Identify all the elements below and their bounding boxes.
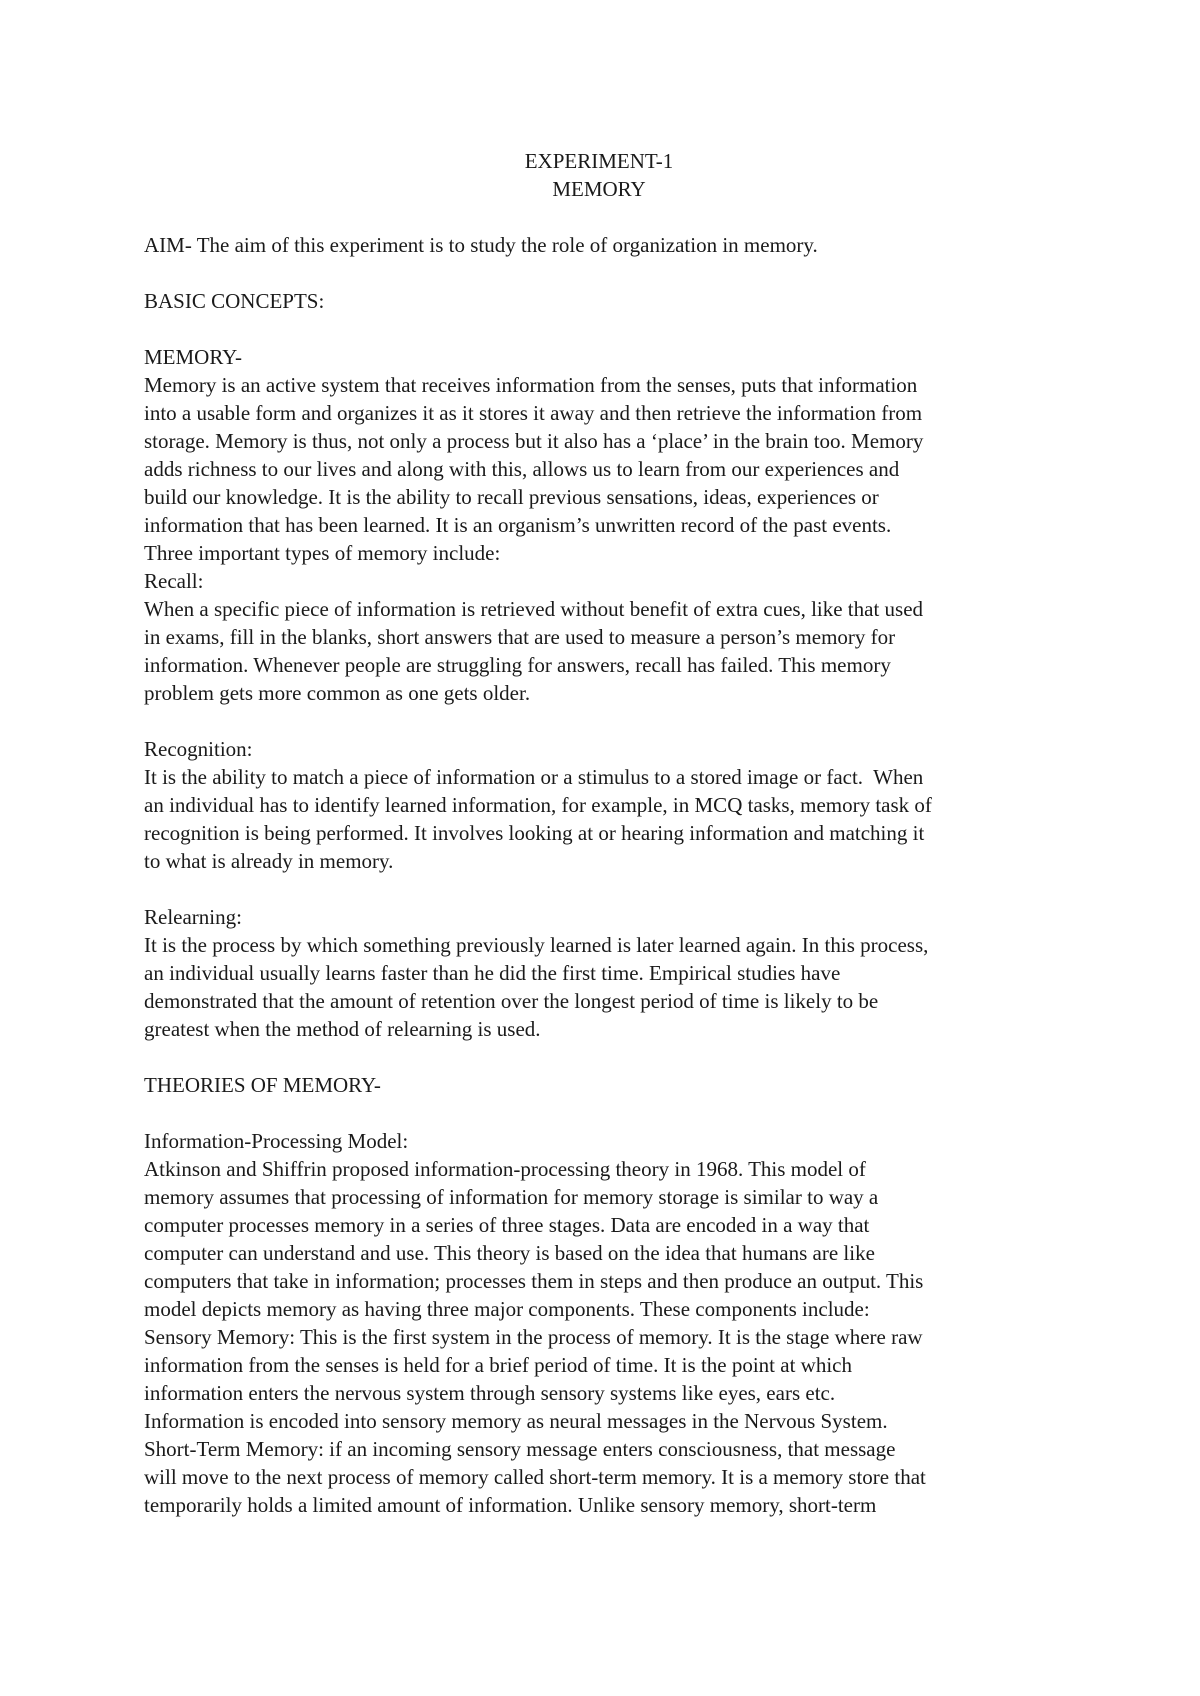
text-line: Three important types of memory include: (144, 541, 501, 565)
text-line: information. Whenever people are struggling for answers, recall has failed. This memory (144, 653, 891, 677)
text-line: in exams, fill in the blanks, short answers that are used to measure a person’s memory for (144, 625, 896, 649)
text-line: Short-Term Memory: if an incoming sensory message enters consciousness, that message (144, 1437, 896, 1461)
memory-paragraph (144, 371, 1074, 707)
text-line: It is the ability to match a piece of information or a stimulus to a stored image or fact. When (144, 765, 924, 789)
title-block (144, 147, 1054, 203)
text-line: demonstrated that the amount of retention over the longest period of time is likely to be (144, 989, 879, 1013)
text-line: to what is already in memory. (144, 849, 394, 873)
text-line: storage. Memory is thus, not only a process but it also has a ‘place’ in the brain too. Memory (144, 429, 924, 453)
experiment-subtitle: MEMORY (552, 177, 646, 201)
text-line: Memory is an active system that receives information from the senses, puts that information (144, 373, 918, 397)
relearning-paragraph (144, 931, 1074, 1043)
text-line: Recall: (144, 569, 204, 593)
recognition-heading: Recognition: (144, 737, 253, 761)
text-line: will move to the next process of memory called short-term memory. It is a memory store that (144, 1465, 926, 1489)
aim-paragraph: AIM- The aim of this experiment is to study the role of organization in memory. (144, 233, 818, 257)
text-line: computers that take in information; processes them in steps and then produce an output. This (144, 1269, 924, 1293)
text-line: memory assumes that processing of information for memory storage is similar to way a (144, 1185, 879, 1209)
ipm-heading: Information-Processing Model: (144, 1129, 409, 1153)
text-line: adds richness to our lives and along with this, allows us to learn from our experiences and (144, 457, 900, 481)
text-line: into a usable form and organizes it as it stores it away and then retrieve the information from (144, 401, 923, 425)
text-line: recognition is being performed. It involves looking at or hearing information and matching it (144, 821, 925, 845)
text-line: computer can understand and use. This theory is based on the idea that humans are like (144, 1241, 875, 1265)
text-line: greatest when the method of relearning is used. (144, 1017, 541, 1041)
text-line: Sensory Memory: This is the first system in the process of memory. It is the stage where raw (144, 1325, 923, 1349)
text-line: an individual has to identify learned information, for example, in MCQ tasks, memory task of (144, 793, 932, 817)
text-line: It is the process by which something previously learned is later learned again. In this process, (144, 933, 929, 957)
text-line: model depicts memory as having three major components. These components include: (144, 1297, 870, 1321)
text-line: information that has been learned. It is an organism’s unwritten record of the past events. (144, 513, 892, 537)
text-line: Atkinson and Shiffrin proposed information-processing theory in 1968. This model of (144, 1157, 866, 1181)
text-line: build our knowledge. It is the ability to recall previous sensations, ideas, experiences or (144, 485, 879, 509)
document-body (144, 231, 1074, 1519)
ipm-paragraph (144, 1155, 1074, 1519)
recognition-paragraph (144, 763, 1074, 875)
experiment-title: EXPERIMENT-1 (524, 149, 674, 173)
text-line: Information is encoded into sensory memory as neural messages in the Nervous System. (144, 1409, 888, 1433)
basic-concepts-heading: BASIC CONCEPTS: (144, 289, 325, 313)
text-line: an individual usually learns faster than he did the first time. Empirical studies have (144, 961, 841, 985)
text-line: temporarily holds a limited amount of information. Unlike sensory memory, short-term (144, 1493, 877, 1517)
memory-heading: MEMORY- (144, 345, 243, 369)
text-line: information enters the nervous system through sensory systems like eyes, ears etc. (144, 1381, 836, 1405)
relearning-heading: Relearning: (144, 905, 242, 929)
text-line: problem gets more common as one gets older. (144, 681, 531, 705)
theories-heading: THEORIES OF MEMORY- (144, 1073, 381, 1097)
text-line: information from the senses is held for a brief period of time. It is the point at which (144, 1353, 852, 1377)
text-line: When a specific piece of information is retrieved without benefit of extra cues, like that used (144, 597, 924, 621)
text-line: computer processes memory in a series of three stages. Data are encoded in a way that (144, 1213, 870, 1237)
